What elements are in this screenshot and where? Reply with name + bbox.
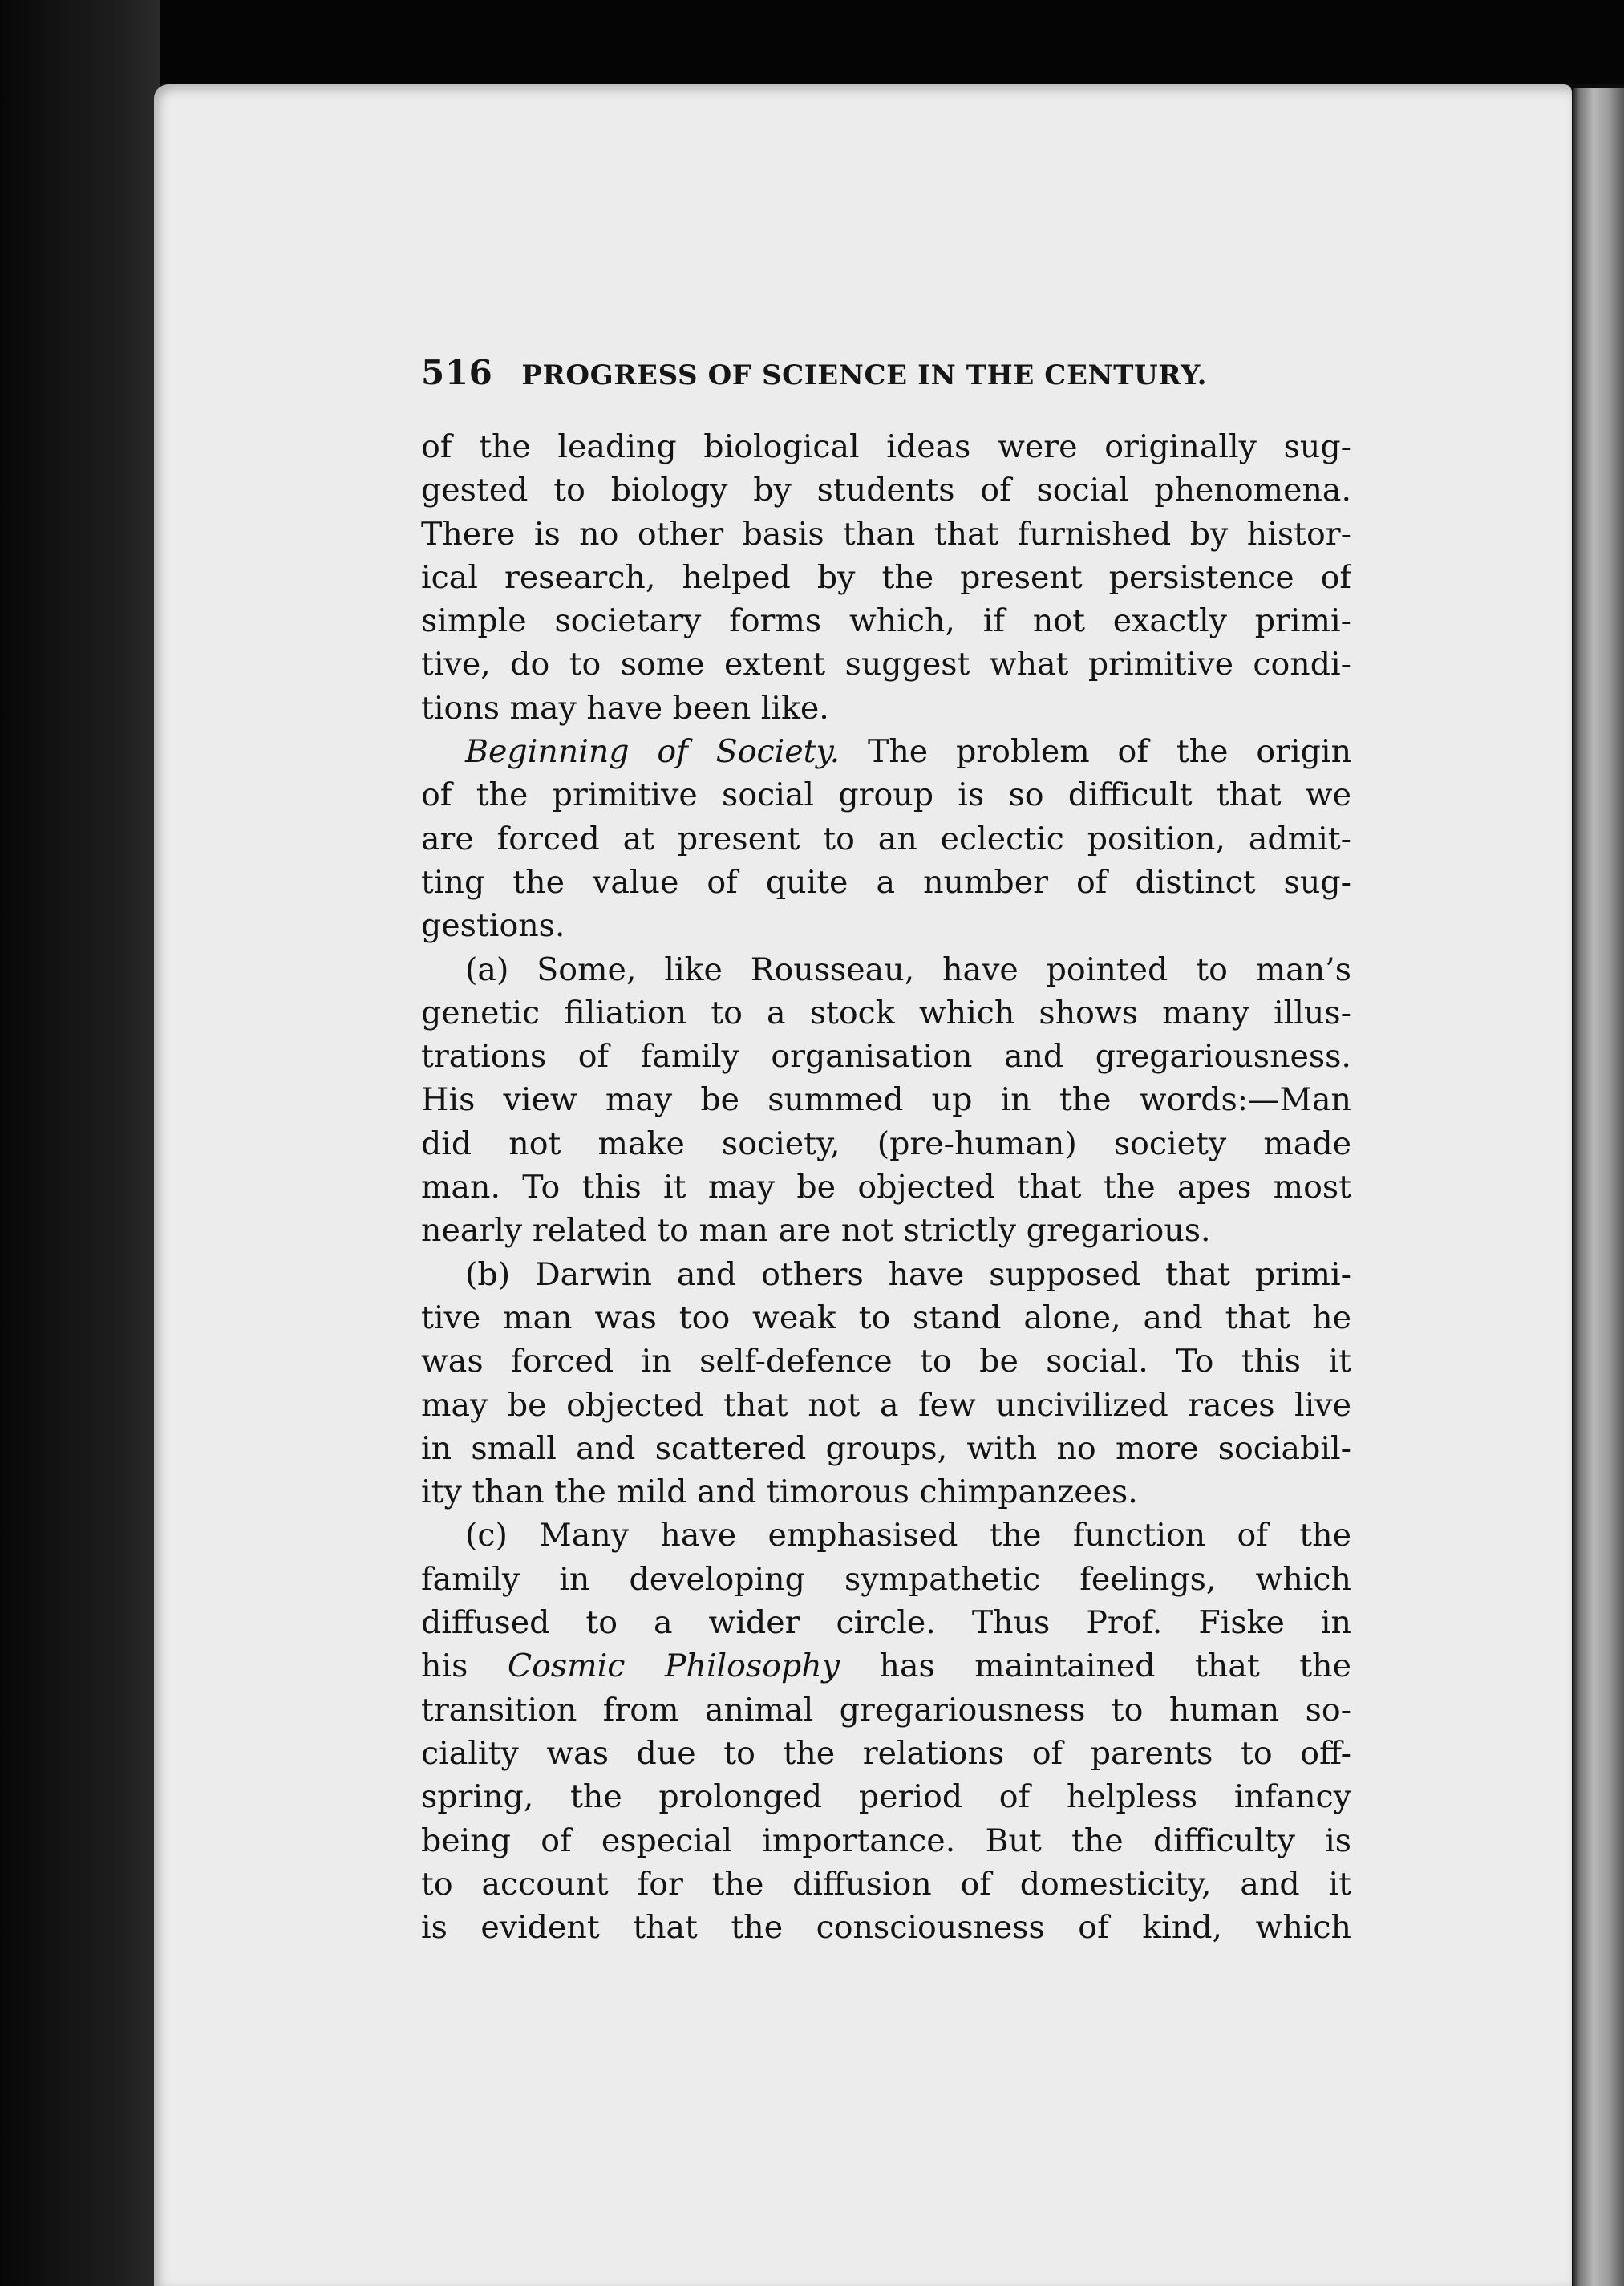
text-line: (a) Some, like Rousseau, have pointed to man’s bbox=[465, 950, 1351, 988]
text-line: tions may have been like. bbox=[421, 689, 829, 727]
text-line: transition from animal gregariousness to human so- bbox=[421, 1691, 1351, 1729]
text-line-fragment: his bbox=[421, 1648, 468, 1685]
text-line: did not make society, (pre-human) society made bbox=[421, 1125, 1351, 1162]
text-line: (c) Many have emphasised the function of the bbox=[465, 1517, 1351, 1554]
text-line-fragment: has maintained that the bbox=[879, 1648, 1351, 1685]
scan-top-border bbox=[0, 0, 1624, 84]
adjacent-page-edge bbox=[1573, 88, 1624, 2286]
section-heading: Beginning of Society. bbox=[465, 733, 840, 771]
text-line: ical research, helped by the present persistence of bbox=[421, 558, 1351, 596]
text-line: of the leading biological ideas were originally sug- bbox=[421, 428, 1351, 465]
body-text bbox=[421, 425, 1351, 1949]
book-title-line bbox=[421, 1644, 1351, 1688]
text-line: gested to biology by students of social phenomena. bbox=[421, 472, 1351, 509]
text-line: ting the value of quite a number of distinct sug- bbox=[421, 863, 1351, 901]
running-header bbox=[421, 353, 1351, 401]
book-title: Cosmic Philosophy bbox=[507, 1648, 840, 1685]
section-heading-line bbox=[421, 730, 1351, 773]
text-line: tive man was too weak to stand alone, and that he bbox=[421, 1299, 1351, 1336]
text-line: gestions. bbox=[421, 907, 565, 945]
text-line: simple societary forms which, if not exactly primi- bbox=[421, 602, 1351, 640]
text-line: of the primitive social group is so difficult that we bbox=[421, 776, 1351, 814]
text-line: genetic filiation to a stock which shows many illus- bbox=[421, 994, 1351, 1032]
text-line: tive, do to some extent suggest what primitive condi- bbox=[421, 646, 1351, 683]
text-line: being of especial importance. But the difficulty is bbox=[421, 1822, 1351, 1859]
text-line: trations of family organisation and gregariousness. bbox=[421, 1038, 1351, 1076]
text-line: spring, the prolonged period of helpless infancy bbox=[421, 1778, 1351, 1816]
text-line: may be objected that not a few uncivilized races live bbox=[421, 1386, 1351, 1424]
running-title: PROGRESS OF SCIENCE IN THE CENTURY. bbox=[521, 359, 1208, 391]
text-line: ciality was due to the relations of parents to off- bbox=[421, 1734, 1351, 1772]
text-line: diffused to a wider circle. Thus Prof. Fiske in bbox=[421, 1604, 1351, 1642]
text-line-fragment: The problem of the origin bbox=[868, 733, 1351, 771]
text-line: to account for the diffusion of domesticity, and it bbox=[421, 1865, 1351, 1903]
text-line: nearly related to man are not strictly gregarious. bbox=[421, 1212, 1211, 1250]
text-line: There is no other basis than that furnished by histor- bbox=[421, 515, 1351, 553]
text-line: is evident that the consciousness of kind, which bbox=[421, 1909, 1351, 1947]
text-line: in small and scattered groups, with no more sociabil- bbox=[421, 1429, 1351, 1467]
text-line: are forced at present to an eclectic position, admit- bbox=[421, 820, 1351, 857]
text-line: was forced in self-defence to be social. To this it bbox=[421, 1343, 1351, 1380]
page-number: 516 bbox=[421, 353, 493, 392]
text-line: His view may be summed up in the words:—Man bbox=[421, 1081, 1351, 1119]
text-line: (b) Darwin and others have supposed that primi- bbox=[465, 1255, 1351, 1293]
text-line: family in developing sympathetic feelings, which bbox=[421, 1560, 1351, 1598]
text-line: man. To this it may be objected that the apes most bbox=[421, 1169, 1351, 1206]
text-line: ity than the mild and timorous chimpanzees. bbox=[421, 1473, 1138, 1511]
book-binding-edge bbox=[0, 0, 160, 2286]
